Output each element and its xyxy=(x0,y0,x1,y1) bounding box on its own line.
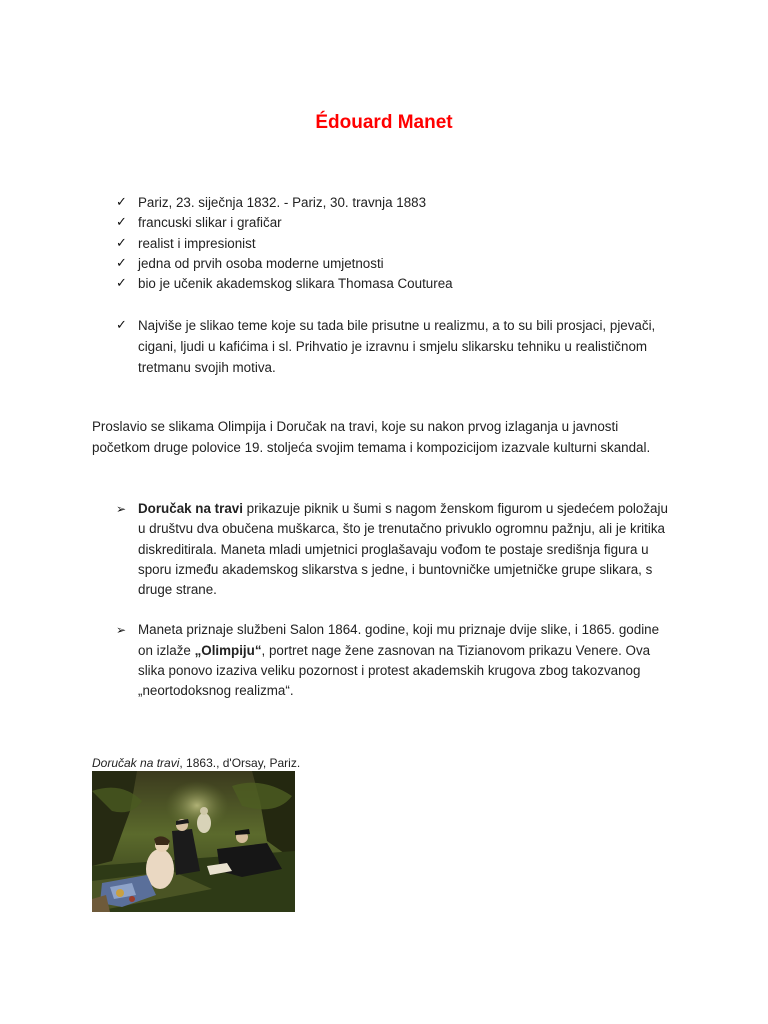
painting-thumbnail xyxy=(92,771,295,912)
painting-name-bold: „Olimpiju“ xyxy=(194,642,262,658)
list-item-text: realist i impresionist xyxy=(138,235,256,251)
check-mark-icon: ✓ xyxy=(116,255,127,271)
bio-list xyxy=(116,193,676,294)
painting-name-bold: Doručak na travi xyxy=(138,501,243,516)
list-item xyxy=(116,213,676,233)
themes-list xyxy=(116,315,672,378)
page-title: Édouard Manet xyxy=(315,112,453,133)
painting-description: prikazuje piknik u šumi s nagom ženskom figurom u sjedećem položaju u društvu dva obučena muškarca, što je trenutačno privuklo ogromnu pažnju, ali je kritika diskreditirala. Maneta mladi umjetnici proglašavaju vođom te postaje središnja figura u sporu između akademskog slikarstva s jedne, i buntovničke umjetničke grupe slikara, s druge strane. xyxy=(138,501,668,598)
list-item-text: francuski slikar i grafičar xyxy=(138,215,282,231)
check-mark-icon: ✓ xyxy=(116,276,127,292)
list-item xyxy=(116,254,676,274)
image-caption xyxy=(92,755,300,771)
check-mark-icon: ✓ xyxy=(116,215,127,231)
list-item xyxy=(116,499,676,600)
check-mark-icon: ✓ xyxy=(116,195,127,210)
caption-title: Doručak na travi xyxy=(92,756,180,770)
salon-text-start: Maneta priznaje službeni Salon 1864. godine, koji mu priznaje dvije slike, i 1865. godine on izlaže xyxy=(138,622,660,658)
fame-paragraph: Proslavio se slikama Olimpija i Doručak na travi, koje su nakon prvog izlaganja u javnosti početkom druge polovice 19. stoljeća svojim temama i kompozicijom izazvale kulturni skandal. xyxy=(92,419,651,455)
list-item-text: jedna od prvih osoba moderne umjetnosti xyxy=(138,255,384,271)
list-item xyxy=(116,315,672,378)
caption-details: , 1863., d'Orsay, Pariz. xyxy=(179,756,301,770)
arrow-bullet-icon: ➢ xyxy=(116,502,127,516)
paintings-list xyxy=(116,499,676,722)
arrow-bullet-icon: ➢ xyxy=(116,623,127,638)
salon-text-end: , portret nage žene zasnovan na Tizianovom prikazu Venere. Ova slika ponovo izaziva veliku pozornost i protest akademskih krugova zbog takozvanog „neortodoksnog realizma“. xyxy=(138,642,651,699)
list-item xyxy=(116,620,676,701)
list-item xyxy=(116,274,676,294)
check-mark-icon: ✓ xyxy=(116,318,127,333)
list-item-text: Pariz, 23. siječnja 1832. - Pariz, 30. travnja 1883 xyxy=(138,195,427,210)
list-item xyxy=(116,234,676,254)
list-item xyxy=(116,193,676,213)
list-item-text: bio je učenik akademskog slikara Thomasa Couturea xyxy=(138,276,453,292)
themes-text: Najviše je slikao teme koje su tada bile prisutne u realizmu, a to su bili prosjaci, pjevači, cigani, ljudi u kafićima i sl. Prihvatio je izravnu i smjelu slikarsku tehniku u realističnom tretmanu svojih motiva. xyxy=(138,318,656,375)
check-mark-icon: ✓ xyxy=(116,235,127,251)
